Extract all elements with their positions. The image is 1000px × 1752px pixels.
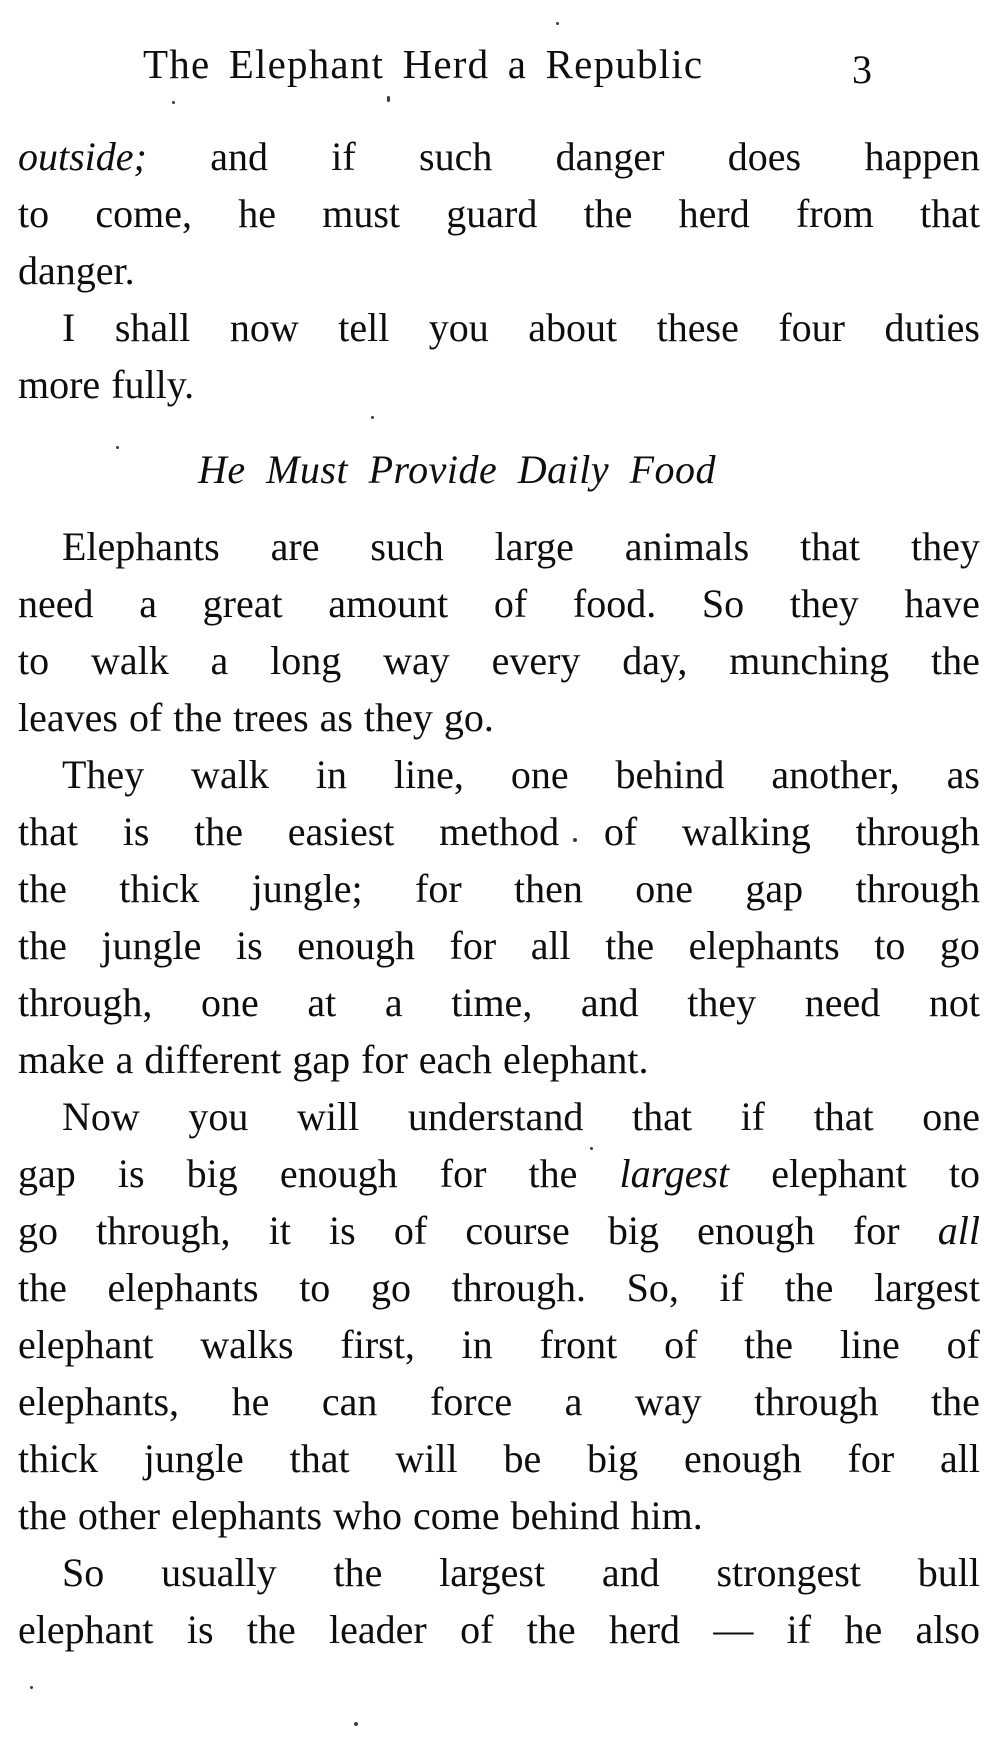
word: the: [784, 1265, 834, 1310]
word: the: [173, 695, 223, 740]
scan-speck: [116, 446, 119, 449]
word: enough: [683, 1436, 802, 1481]
word: the: [18, 866, 67, 911]
word: for: [847, 1436, 895, 1481]
word: the: [246, 1607, 296, 1652]
word: go: [18, 1208, 58, 1253]
word: need: [804, 980, 881, 1025]
word: largest: [439, 1550, 546, 1595]
word: danger.: [18, 248, 135, 293]
word: other: [77, 1493, 161, 1538]
word: a: [139, 581, 157, 626]
word: they: [687, 980, 757, 1025]
word: elephants: [107, 1265, 259, 1310]
paragraph: [18, 299, 980, 413]
word: that: [631, 1094, 692, 1139]
text-line: [18, 746, 980, 803]
word: of: [946, 1322, 980, 1367]
word: enough: [297, 923, 415, 968]
section-heading: He Must Provide Daily Food: [197, 447, 717, 492]
word: of: [460, 1607, 494, 1652]
text-line: [18, 1373, 980, 1430]
word: animals: [624, 524, 750, 569]
word: guard: [446, 191, 538, 236]
word: does: [727, 134, 802, 179]
word: of: [493, 581, 528, 626]
word: the: [18, 1493, 67, 1538]
word: walks: [200, 1322, 294, 1367]
word: also: [915, 1607, 980, 1652]
word: strongest: [716, 1550, 861, 1595]
scan-speck: [590, 1147, 593, 1150]
word: course: [465, 1208, 570, 1253]
word: they: [364, 695, 433, 740]
word: such: [370, 524, 444, 569]
text-line: [18, 185, 980, 242]
word: I: [62, 305, 76, 350]
scan-speck: [573, 838, 577, 842]
word: food.: [572, 581, 657, 626]
word: enough: [697, 1208, 815, 1253]
word: in: [315, 752, 347, 797]
word: big: [186, 1151, 238, 1196]
word: through: [855, 866, 980, 911]
text-line: [18, 689, 980, 746]
word: that: [289, 1436, 350, 1481]
word: way: [634, 1379, 702, 1424]
word: gap: [292, 1037, 351, 1082]
word: usually: [161, 1550, 277, 1595]
word: the: [931, 638, 980, 683]
word: the: [931, 1379, 980, 1424]
word: as: [946, 752, 980, 797]
word: method: [439, 809, 560, 854]
word: of: [603, 809, 638, 854]
word: all: [937, 1208, 980, 1253]
text-line: [18, 632, 980, 689]
word: herd: [608, 1607, 681, 1652]
scan-speck: [387, 96, 390, 102]
word: and: [210, 134, 268, 179]
word: it: [268, 1208, 291, 1253]
word: if: [786, 1607, 812, 1652]
word: to: [299, 1265, 331, 1310]
word: bull: [917, 1550, 980, 1595]
word: come,: [95, 191, 192, 236]
running-header-title: The Elephant Herd a Republic: [143, 41, 704, 87]
word: big: [607, 1208, 659, 1253]
word: elephant.: [503, 1037, 649, 1082]
scan-speck: [371, 416, 374, 419]
word: to: [948, 1151, 980, 1196]
word: is: [117, 1151, 145, 1196]
word: four: [778, 305, 845, 350]
word: these: [656, 305, 739, 350]
word: another,: [771, 752, 900, 797]
word: the: [18, 1265, 67, 1310]
text-line: [18, 1202, 980, 1259]
text-line: [18, 1430, 980, 1487]
word: is: [235, 923, 263, 968]
word: one: [510, 752, 569, 797]
word: enough: [279, 1151, 398, 1196]
word: long: [270, 638, 342, 683]
word: all: [939, 1436, 980, 1481]
word: tell: [338, 305, 390, 350]
word: of: [393, 1208, 428, 1253]
word: largest: [619, 1151, 730, 1196]
word: time,: [451, 980, 533, 1025]
word: in: [461, 1322, 493, 1367]
word: the: [333, 1550, 383, 1595]
paragraph: [18, 746, 980, 1088]
text-line: [18, 1601, 980, 1658]
word: to: [18, 638, 50, 683]
word: through: [754, 1379, 879, 1424]
paragraph: [18, 1544, 980, 1658]
word: So: [62, 1550, 105, 1595]
word: they: [911, 524, 980, 569]
word: at: [307, 980, 337, 1025]
text-line: [18, 1316, 980, 1373]
word: is: [186, 1607, 214, 1652]
word: line: [839, 1322, 900, 1367]
word: herd: [678, 191, 750, 236]
word: way: [383, 638, 450, 683]
word: trees: [233, 695, 309, 740]
text-line: [18, 1487, 980, 1544]
word: front: [539, 1322, 618, 1367]
text-line: [18, 1259, 980, 1316]
text-line: [18, 242, 980, 299]
word: munching: [729, 638, 890, 683]
word: you: [188, 1094, 249, 1139]
word: about: [528, 305, 618, 350]
word: make: [18, 1037, 105, 1082]
word: have: [904, 581, 980, 626]
word: They: [62, 752, 145, 797]
word: behind: [615, 752, 725, 797]
word: gap: [745, 866, 804, 911]
word: need: [18, 581, 94, 626]
word: if: [331, 134, 356, 179]
word: he: [231, 1379, 270, 1424]
word: him.: [630, 1493, 703, 1538]
word: of: [664, 1322, 698, 1367]
word: is: [329, 1208, 356, 1253]
word: elephants,: [18, 1379, 180, 1424]
word: are: [270, 524, 320, 569]
word: through.: [451, 1265, 586, 1310]
text-line: [18, 860, 980, 917]
text-line: [18, 356, 980, 413]
word: elephants: [688, 923, 840, 968]
text-line: [18, 1088, 980, 1145]
page-body: [18, 128, 980, 1658]
word: happen: [864, 134, 980, 179]
word: thick: [119, 866, 200, 911]
text-line: [18, 974, 980, 1031]
word: walk: [191, 752, 269, 797]
word: will: [297, 1094, 360, 1139]
word: for: [449, 923, 497, 968]
word: as: [319, 695, 353, 740]
scan-speck: [354, 1722, 358, 1726]
word: jungle: [101, 923, 202, 968]
word: if: [740, 1094, 765, 1139]
word: walking: [681, 809, 811, 854]
word: and: [601, 1550, 660, 1595]
word: that: [919, 191, 980, 236]
word: every: [491, 638, 581, 683]
text-line: [18, 1544, 980, 1601]
paragraph: [18, 518, 980, 746]
word: must: [322, 191, 401, 236]
word: elephant: [18, 1607, 154, 1652]
word: you: [428, 305, 489, 350]
word: of: [128, 695, 163, 740]
word: they: [789, 581, 859, 626]
word: the: [526, 1607, 576, 1652]
word: gap: [18, 1151, 76, 1196]
word: the: [194, 809, 244, 854]
word: Now: [62, 1094, 140, 1139]
word: day,: [622, 638, 688, 683]
word: that: [18, 809, 78, 854]
word: duties: [884, 305, 980, 350]
paragraph: [18, 1088, 980, 1544]
word: leader: [329, 1607, 427, 1652]
text-line: [18, 917, 980, 974]
word: more: [18, 362, 101, 407]
word: be: [503, 1436, 542, 1481]
word: go: [939, 923, 980, 968]
word: danger: [555, 134, 665, 179]
word: not: [928, 980, 980, 1025]
word: largest: [874, 1265, 980, 1310]
word: to: [18, 191, 50, 236]
word: Elephants: [62, 524, 220, 569]
word: for: [361, 1037, 408, 1082]
word: elephants: [171, 1493, 323, 1538]
word: go: [370, 1265, 411, 1310]
running-header: [0, 40, 1000, 104]
word: line,: [393, 752, 464, 797]
word: and: [580, 980, 639, 1025]
text-line: [18, 1031, 980, 1088]
word: —: [713, 1607, 754, 1652]
word: to: [874, 923, 906, 968]
word: leaves: [18, 695, 118, 740]
word: that: [800, 524, 861, 569]
word: if: [719, 1265, 744, 1310]
word: the: [528, 1151, 578, 1196]
word: for: [852, 1208, 900, 1253]
text-line: [18, 518, 980, 575]
word: thick: [18, 1436, 98, 1481]
word: one: [635, 866, 694, 911]
word: big: [587, 1436, 639, 1481]
word: jungle: [143, 1436, 244, 1481]
word: So,: [626, 1265, 679, 1310]
word: first,: [340, 1322, 415, 1367]
word: all: [530, 923, 571, 968]
word: a: [384, 980, 403, 1025]
word: through,: [18, 980, 153, 1025]
word: different: [144, 1037, 282, 1082]
word: such: [419, 134, 493, 179]
word: understand: [407, 1094, 584, 1139]
word: now: [229, 305, 299, 350]
page-number: 3: [852, 47, 872, 92]
word: one: [922, 1094, 980, 1139]
word: can: [321, 1379, 378, 1424]
word: he: [844, 1607, 883, 1652]
word: will: [395, 1436, 458, 1481]
word: great: [202, 581, 283, 626]
scan-speck: [172, 101, 175, 104]
word: each: [418, 1037, 493, 1082]
word: who: [333, 1493, 403, 1538]
paragraph: [18, 128, 980, 299]
word: shall: [114, 305, 191, 350]
word: elephant: [18, 1322, 154, 1367]
word: the: [744, 1322, 794, 1367]
word: through: [855, 809, 980, 854]
word: So: [701, 581, 745, 626]
word: for: [439, 1151, 487, 1196]
word: for: [415, 866, 462, 911]
scan-speck: [556, 22, 559, 25]
word: is: [122, 809, 150, 854]
word: a: [564, 1379, 583, 1424]
word: large: [494, 524, 574, 569]
word: he: [238, 191, 276, 236]
word: the: [605, 923, 655, 968]
word: the: [583, 191, 633, 236]
text-line: [18, 575, 980, 632]
scan-speck: [30, 1686, 33, 1689]
word: go.: [443, 695, 494, 740]
text-line: [18, 1145, 980, 1202]
word: elephant: [771, 1151, 907, 1196]
text-line: [18, 803, 980, 860]
text-line: [18, 128, 980, 185]
word: then: [514, 866, 583, 911]
word: one: [201, 980, 259, 1025]
word: a: [115, 1037, 134, 1082]
word: outside;: [18, 134, 147, 179]
word: force: [429, 1379, 513, 1424]
word: come: [413, 1493, 500, 1538]
word: the: [18, 923, 67, 968]
word: that: [813, 1094, 874, 1139]
word: a: [210, 638, 229, 683]
word: through,: [96, 1208, 231, 1253]
word: fully.: [111, 362, 195, 407]
word: from: [795, 191, 874, 236]
word: amount: [328, 581, 449, 626]
word: easiest: [287, 809, 395, 854]
word: jungle;: [251, 866, 363, 911]
word: behind: [510, 1493, 620, 1538]
text-line: [18, 299, 980, 356]
word: walk: [90, 638, 169, 683]
